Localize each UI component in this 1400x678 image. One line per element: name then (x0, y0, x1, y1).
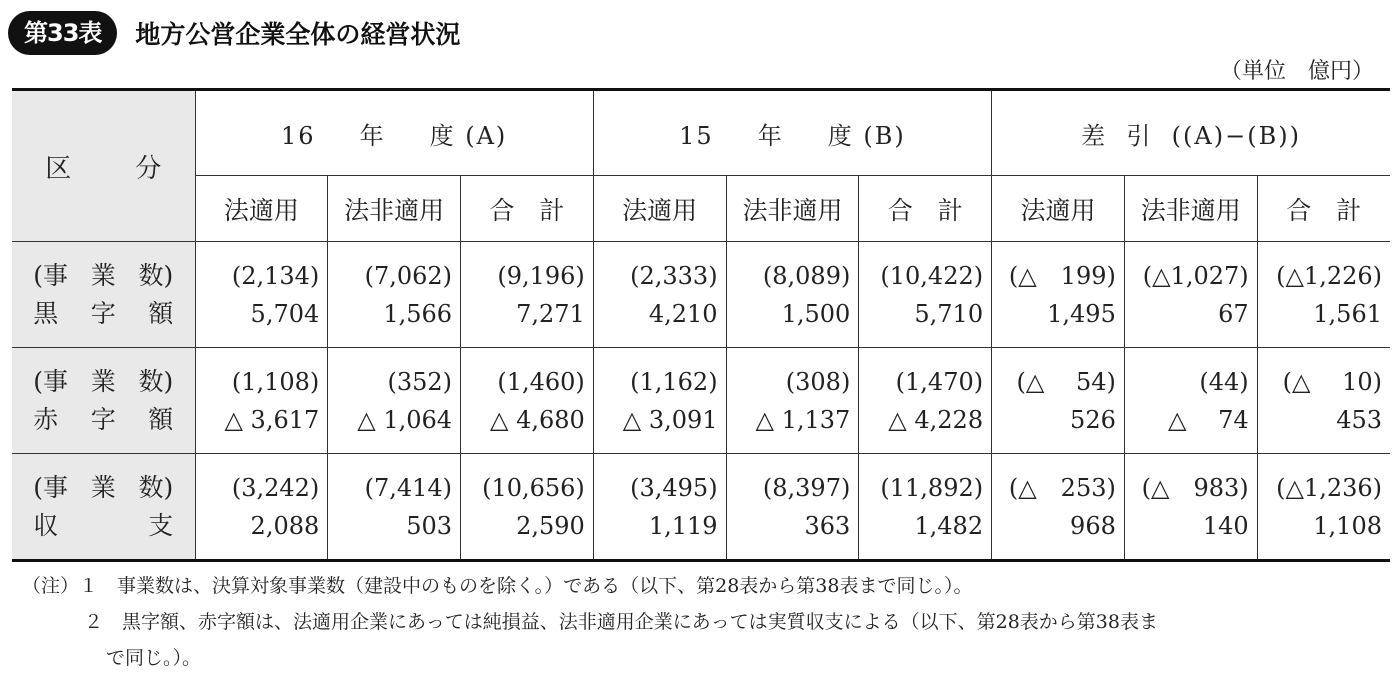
count-value: (3,242) (231, 473, 320, 502)
data-cell (461, 348, 594, 454)
subheader-cell: 法適用 (195, 176, 328, 242)
amount-value: 7,271 (516, 299, 585, 328)
data-cell (461, 242, 594, 348)
count-value: (10,656) (482, 473, 585, 502)
data-cell (328, 348, 461, 454)
count-value: (2,134) (231, 261, 320, 290)
data-cell (726, 454, 859, 561)
amount-value: 5,710 (914, 299, 984, 328)
footnotes (22, 568, 1158, 676)
amount-value: 1,482 (914, 511, 984, 540)
subheader-cell: 合 計 (461, 176, 594, 242)
data-cell (328, 242, 461, 348)
count-value: (1,108) (231, 367, 320, 396)
count-value: (△ 199) (1008, 261, 1116, 290)
count-value: (3,495) (630, 473, 718, 502)
data-cell (992, 242, 1125, 348)
amount-value: △ 1,064 (357, 405, 453, 434)
data-cell (992, 454, 1125, 561)
data-cell (328, 454, 461, 561)
amount-value: 363 (804, 511, 851, 540)
data-cell (1124, 348, 1257, 454)
amount-value: △ 4,680 (490, 405, 585, 434)
count-value: (2,333) (630, 261, 718, 290)
subheader-cell: 法非適用 (726, 176, 859, 242)
data-cell (1257, 348, 1390, 454)
kubun-header: 区 分 (12, 90, 195, 242)
amount-value: △ 74 (1168, 405, 1249, 434)
amount-value: 968 (1070, 511, 1116, 540)
table-row (12, 242, 1390, 348)
count-value: (352) (387, 367, 453, 396)
data-cell (195, 454, 328, 561)
count-value: (7,414) (364, 473, 453, 502)
subheader-cell: 法適用 (593, 176, 726, 242)
data-cell (1124, 454, 1257, 561)
amount-value: 67 (1218, 299, 1249, 328)
count-value: (11,892) (880, 473, 984, 502)
count-value: (8,089) (762, 261, 851, 290)
subheader-cell: 法非適用 (328, 176, 461, 242)
title-row (8, 8, 460, 58)
count-value: (7,062) (364, 261, 453, 290)
amount-value: 503 (406, 511, 453, 540)
data-cell (593, 348, 726, 454)
count-value: (△ 253) (1008, 473, 1116, 502)
group-header-a: 16 年 度 (A) (195, 90, 593, 176)
data-cell (1124, 242, 1257, 348)
group-header-diff: 差 引 ((A)−(B)) (992, 90, 1390, 176)
row-label: (事 業 数) 黒 字 額 (12, 242, 195, 348)
count-value: (308) (785, 367, 851, 396)
amount-value: 1,108 (1313, 511, 1382, 540)
amount-value: △ 1,137 (755, 405, 851, 434)
count-value: (△1,236) (1276, 473, 1382, 502)
page-title: 地方公営企業全体の経営状況 (135, 20, 461, 49)
count-value: (1,460) (497, 367, 585, 396)
group-header-b: 15 年 度 (B) (593, 90, 991, 176)
data-table (12, 88, 1390, 562)
subheader-cell: 法非適用 (1124, 176, 1257, 242)
count-value: (8,397) (762, 473, 851, 502)
subheader-cell: 法適用 (992, 176, 1125, 242)
amount-value: 1,561 (1313, 299, 1382, 328)
amount-value: 5,704 (250, 299, 320, 328)
amount-value: 1,119 (648, 511, 718, 540)
row-label: (事 業 数) 収 支 (12, 454, 195, 561)
amount-value: 1,500 (781, 299, 851, 328)
count-value: (1,470) (895, 367, 984, 396)
subheader-cell: 合 計 (1257, 176, 1390, 242)
count-value: (△ 983) (1141, 473, 1249, 502)
data-cell (195, 242, 328, 348)
data-cell (593, 242, 726, 348)
footnote-1: （注）１ 事業数は、決算対象事業数（建設中のものを除く。）である（以下、第28表から第38表まで同じ。）。 (22, 575, 973, 597)
subheader-cell: 合 計 (859, 176, 992, 242)
data-cell (992, 348, 1125, 454)
unit-label: （単位 億円） (1219, 59, 1374, 84)
amount-value: 140 (1202, 511, 1249, 540)
amount-value: △ 4,228 (888, 405, 984, 434)
amount-value: 1,495 (1047, 299, 1116, 328)
amount-value: 526 (1070, 405, 1116, 434)
amount-value: 4,210 (648, 299, 718, 328)
data-cell (859, 348, 992, 454)
footnote-2-cont: で同じ。）。 (106, 647, 202, 669)
data-cell (859, 242, 992, 348)
amount-value: △ 3,091 (622, 405, 718, 434)
count-value: (9,196) (497, 261, 585, 290)
count-value: (△ 54) (1016, 367, 1116, 396)
table-row (12, 348, 1390, 454)
count-value: (10,422) (880, 261, 984, 290)
amount-value: 2,088 (250, 511, 320, 540)
amount-value: 453 (1336, 405, 1382, 434)
data-cell (859, 454, 992, 561)
count-value: (1,162) (630, 367, 718, 396)
table-row (12, 454, 1390, 561)
amount-value: 1,566 (383, 299, 453, 328)
row-label: (事 業 数) 赤 字 額 (12, 348, 195, 454)
count-value: (44) (1199, 367, 1249, 396)
data-cell (1257, 454, 1390, 561)
amount-value: △ 3,617 (224, 405, 320, 434)
data-cell (726, 348, 859, 454)
footnote-2: ２ 黒字額、赤字額は、法適用企業にあっては純損益、法非適用企業にあっては実質収支による（以下、第28表から第38表ま (84, 611, 1158, 633)
data-cell (195, 348, 328, 454)
amount-value: 2,590 (516, 511, 585, 540)
count-value: (△ 10) (1282, 367, 1382, 396)
data-cell (593, 454, 726, 561)
count-value: (△1,027) (1142, 261, 1249, 290)
data-cell (461, 454, 594, 561)
count-value: (△1,226) (1276, 261, 1382, 290)
table-number-badge: 第33表 (8, 11, 117, 55)
data-cell (726, 242, 859, 348)
data-cell (1257, 242, 1390, 348)
